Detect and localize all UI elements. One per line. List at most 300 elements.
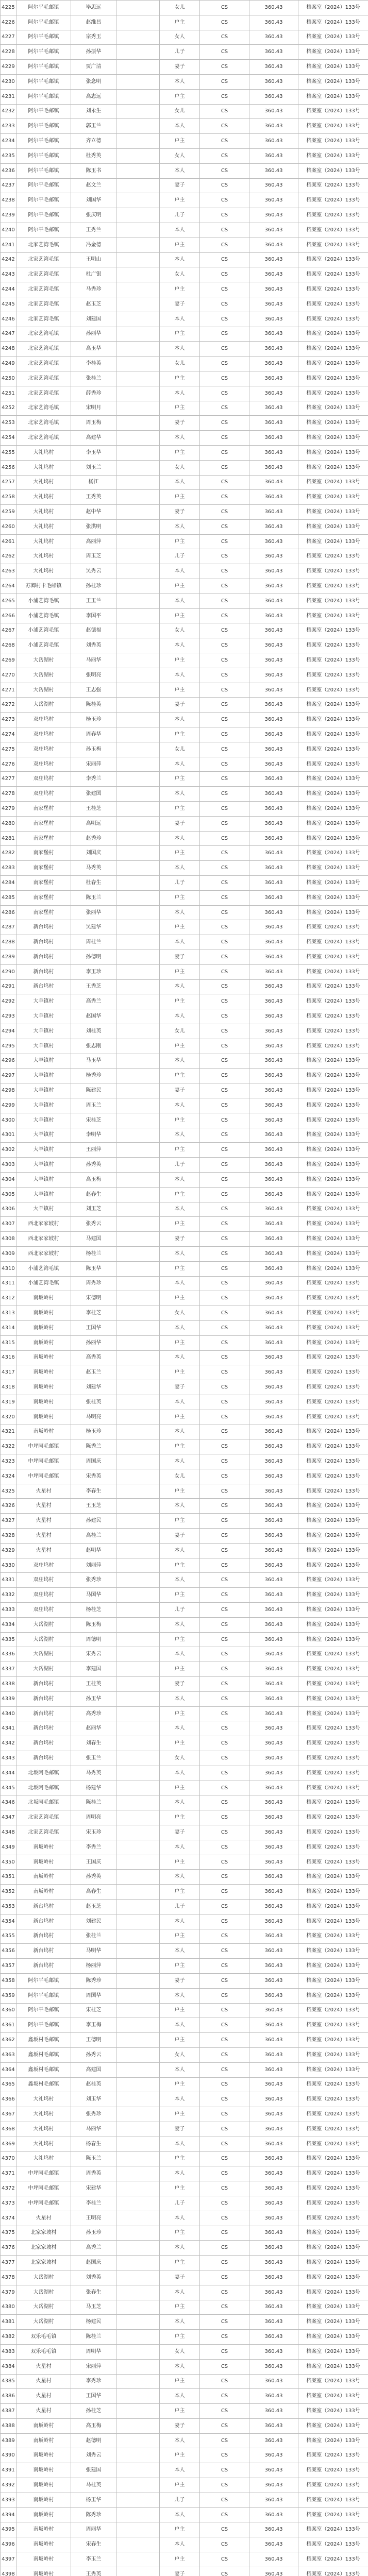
cell-relation: 女人 [160, 30, 200, 45]
cell-id: 4268 [1, 638, 16, 653]
cell-name: 陈玉梅 [71, 1617, 116, 1632]
cell-name: 陈桂兰 [71, 1795, 116, 1810]
cell-amount: 360.43 [249, 1736, 298, 1751]
cell-amount: 360.43 [249, 1454, 298, 1469]
cell-code: CS [200, 1276, 249, 1291]
cell-name: 杨桂兰 [71, 1246, 116, 1261]
cell-code: CS [200, 2270, 249, 2285]
cell-amount: 360.43 [249, 30, 298, 45]
cell-village: 小浦艺湾毛镇 [16, 1276, 71, 1291]
cell-village: 南坂岭村 [16, 1395, 71, 1410]
cell-doc: 档案室（2024）133号 [298, 193, 368, 208]
cell-code: CS [200, 119, 249, 134]
table-row [1, 1306, 368, 1321]
cell-hl [116, 178, 160, 193]
table-row [1, 1232, 368, 1247]
cell-relation: 本人 [160, 1795, 200, 1810]
cell-code: CS [200, 342, 249, 357]
cell-code: CS [200, 1202, 249, 1217]
cell-village: 北家艺湾毛镇 [16, 342, 71, 357]
cell-village: 北家艺湾毛镇 [16, 1810, 71, 1825]
cell-hl [116, 1172, 160, 1187]
cell-id: 4341 [1, 1721, 16, 1736]
cell-hl [116, 2270, 160, 2285]
cell-amount: 360.43 [249, 1929, 298, 1944]
table-row [1, 831, 368, 846]
cell-name: 周丽华 [71, 2522, 116, 2537]
cell-doc: 档案室（2024）133号 [298, 1647, 368, 1662]
cell-amount: 360.43 [249, 1795, 298, 1810]
cell-village: 大岳湖村 [16, 683, 71, 698]
cell-code: CS [200, 1647, 249, 1662]
table-row [1, 1499, 368, 1514]
cell-village: 阿尔平毛邮镇 [16, 119, 71, 134]
table-row [1, 1128, 368, 1143]
cell-amount: 360.43 [249, 1810, 298, 1825]
cell-relation: 本人 [160, 1098, 200, 1113]
cell-code: CS [200, 1335, 249, 1350]
cell-village: 北家家坡村 [16, 2241, 71, 2256]
cell-doc: 档案室（2024）133号 [298, 2315, 368, 2330]
cell-id: 4336 [1, 1647, 16, 1662]
cell-name: 杨桂芝 [71, 1603, 116, 1618]
cell-relation: 户主 [160, 994, 200, 1009]
cell-amount: 360.43 [249, 564, 298, 579]
cell-relation: 妻子 [160, 1677, 200, 1692]
table-row [1, 490, 368, 505]
cell-relation: 户主 [160, 2374, 200, 2389]
cell-id: 4231 [1, 89, 16, 104]
cell-village: 大岳湖村 [16, 1632, 71, 1647]
table-row [1, 401, 368, 416]
cell-id: 4274 [1, 727, 16, 742]
cell-name: 孙丽华 [71, 1335, 116, 1350]
cell-doc: 档案室（2024）133号 [298, 920, 368, 935]
cell-relation: 本人 [160, 342, 200, 357]
cell-name: 孙建民 [71, 1514, 116, 1529]
cell-name: 马明华 [71, 1944, 116, 1959]
cell-name: 马桂英 [71, 2478, 116, 2493]
table-row [1, 1840, 368, 1855]
table-row [1, 1944, 368, 1959]
cell-village: 大岳湖村 [16, 1617, 71, 1632]
cell-code: CS [200, 431, 249, 446]
cell-code: CS [200, 683, 249, 698]
cell-id: 4310 [1, 1261, 16, 1276]
cell-name: 刘玉芝 [71, 1202, 116, 1217]
cell-doc: 档案室（2024）133号 [298, 2374, 368, 2389]
table-row [1, 905, 368, 920]
cell-hl [116, 757, 160, 772]
cell-id: 4383 [1, 2344, 16, 2359]
cell-relation: 女儿 [160, 1024, 200, 1039]
cell-amount: 360.43 [249, 2359, 298, 2374]
table-row [1, 534, 368, 549]
table-row [1, 297, 368, 312]
cell-relation: 妻子 [160, 1083, 200, 1098]
cell-amount: 360.43 [249, 2241, 298, 2256]
cell-village: 大岳湖村 [16, 653, 71, 668]
cell-name: 王志强 [71, 683, 116, 698]
cell-doc: 档案室（2024）133号 [298, 1439, 368, 1454]
cell-id: 4235 [1, 148, 16, 163]
cell-doc: 档案室（2024）133号 [298, 1529, 368, 1544]
cell-doc: 档案室（2024）133号 [298, 1158, 368, 1173]
cell-id: 4253 [1, 416, 16, 431]
cell-id: 4295 [1, 1039, 16, 1054]
cell-hl [116, 1870, 160, 1885]
cell-amount: 360.43 [249, 1158, 298, 1173]
cell-hl [116, 890, 160, 905]
cell-amount: 360.43 [249, 1573, 298, 1588]
cell-village: 双庄坞村 [16, 713, 71, 727]
cell-amount: 360.43 [249, 1691, 298, 1706]
cell-amount: 360.43 [249, 1588, 298, 1603]
cell-amount: 360.43 [249, 802, 298, 817]
cell-name: 宋秀云 [71, 1647, 116, 1662]
cell-amount: 360.43 [249, 787, 298, 802]
cell-village: 南坂岭村 [16, 1320, 71, 1335]
cell-village: 阿尔平毛邮镇 [16, 74, 71, 89]
cell-hl [116, 579, 160, 594]
cell-amount: 360.43 [249, 727, 298, 742]
cell-id: 4364 [1, 2062, 16, 2077]
cell-hl [116, 713, 160, 727]
cell-id: 4337 [1, 1662, 16, 1677]
cell-code: CS [200, 2077, 249, 2092]
table-row [1, 1825, 368, 1840]
cell-doc: 档案室（2024）133号 [298, 1885, 368, 1900]
cell-code: CS [200, 371, 249, 386]
cell-code: CS [200, 1395, 249, 1410]
cell-id: 4304 [1, 1172, 16, 1187]
cell-name: 周玉梅 [71, 416, 116, 431]
cell-amount: 360.43 [249, 2137, 298, 2151]
cell-relation: 户主 [160, 2404, 200, 2419]
table-row [1, 2507, 368, 2522]
cell-amount: 360.43 [249, 2196, 298, 2211]
cell-code: CS [200, 1143, 249, 1158]
cell-hl [116, 534, 160, 549]
cell-doc: 档案室（2024）133号 [298, 1187, 368, 1202]
cell-relation: 本人 [160, 1499, 200, 1514]
cell-id: 4398 [1, 2567, 16, 2576]
cell-doc: 档案室（2024）133号 [298, 1795, 368, 1810]
cell-name: 宗秀玉 [71, 30, 116, 45]
cell-relation: 本人 [160, 1009, 200, 1024]
cell-id: 4365 [1, 2077, 16, 2092]
cell-id: 4319 [1, 1395, 16, 1410]
cell-code: CS [200, 445, 249, 460]
cell-id: 4269 [1, 653, 16, 668]
cell-code: CS [200, 2552, 249, 2567]
cell-name: 李玉珍 [71, 964, 116, 979]
table-row [1, 935, 368, 950]
cell-hl [116, 1543, 160, 1558]
cell-village: 双庄坞村 [16, 772, 71, 787]
table-row [1, 2478, 368, 2493]
cell-village: 南家堡村 [16, 846, 71, 861]
cell-hl [116, 2196, 160, 2211]
cell-village: 双乐毛毛镇 [16, 2344, 71, 2359]
cell-relation: 户主 [160, 371, 200, 386]
cell-name: 李明华 [71, 1128, 116, 1143]
cell-name: 王秀芝 [71, 979, 116, 994]
cell-amount: 360.43 [249, 1543, 298, 1558]
cell-doc: 档案室（2024）133号 [298, 1484, 368, 1499]
cell-id: 4265 [1, 594, 16, 608]
cell-amount: 360.43 [249, 2522, 298, 2537]
cell-relation: 本人 [160, 2537, 200, 2552]
cell-amount: 360.43 [249, 134, 298, 149]
cell-code: CS [200, 1320, 249, 1335]
table-row [1, 1350, 368, 1365]
cell-code: CS [200, 1024, 249, 1039]
cell-amount: 360.43 [249, 1973, 298, 1988]
cell-relation: 女人 [160, 460, 200, 475]
cell-code: CS [200, 519, 249, 534]
cell-doc: 档案室（2024）133号 [298, 445, 368, 460]
cell-code: CS [200, 1217, 249, 1232]
cell-doc: 档案室（2024）133号 [298, 2181, 368, 2196]
table-row [1, 1395, 368, 1410]
table-row [1, 2211, 368, 2226]
cell-id: 4389 [1, 2433, 16, 2448]
cell-hl [116, 2374, 160, 2389]
cell-code: CS [200, 579, 249, 594]
cell-code: CS [200, 1158, 249, 1173]
cell-doc: 档案室（2024）133号 [298, 1143, 368, 1158]
cell-village: 大羊镇村 [16, 1128, 71, 1143]
cell-relation: 户主 [160, 2552, 200, 2567]
cell-id: 4332 [1, 1588, 16, 1603]
cell-village: 阿尔平毛邮镇 [16, 104, 71, 119]
cell-village: 大礼坞村 [16, 2122, 71, 2137]
cell-name: 刘国华 [71, 193, 116, 208]
table-row [1, 2344, 368, 2359]
cell-amount: 360.43 [249, 460, 298, 475]
cell-amount: 360.43 [249, 519, 298, 534]
table-row [1, 2166, 368, 2181]
cell-hl [116, 1335, 160, 1350]
table-row [1, 1320, 368, 1335]
cell-amount: 360.43 [249, 1410, 298, 1425]
table-row [1, 1751, 368, 1766]
table-row [1, 1335, 368, 1350]
cell-id: 4348 [1, 1825, 16, 1840]
cell-hl [116, 1736, 160, 1751]
table-row [1, 1988, 368, 2003]
cell-name: 杨建华 [71, 1781, 116, 1795]
cell-id: 4344 [1, 1766, 16, 1781]
cell-village: 北坂阿毛邮镇 [16, 1781, 71, 1795]
cell-hl [116, 623, 160, 638]
cell-hl [116, 1113, 160, 1128]
cell-hl [116, 238, 160, 252]
cell-doc: 档案室（2024）133号 [298, 342, 368, 357]
cell-id: 4317 [1, 1365, 16, 1380]
cell-village: 大羊镇村 [16, 1083, 71, 1098]
cell-amount: 360.43 [249, 2211, 298, 2226]
cell-village: 南坂岭村 [16, 1291, 71, 1306]
cell-id: 4256 [1, 460, 16, 475]
cell-doc: 档案室（2024）133号 [298, 2285, 368, 2300]
cell-village: 双庄坞村 [16, 742, 71, 757]
cell-relation: 本人 [160, 2463, 200, 2478]
cell-name: 刘玉兰 [71, 460, 116, 475]
cell-name: 王丽萍 [71, 1143, 116, 1158]
cell-hl [116, 371, 160, 386]
cell-relation: 本人 [160, 1395, 200, 1410]
cell-village: 南坂岭村 [16, 2463, 71, 2478]
cell-name: 张建国 [71, 2463, 116, 2478]
cell-relation: 本人 [160, 1128, 200, 1143]
cell-village: 南坂岭村 [16, 1425, 71, 1439]
cell-code: CS [200, 1380, 249, 1395]
cell-name: 刘玉华 [71, 2092, 116, 2107]
cell-amount: 360.43 [249, 1484, 298, 1499]
cell-code: CS [200, 327, 249, 342]
cell-relation: 本人 [160, 2018, 200, 2033]
cell-name: 冯金德 [71, 238, 116, 252]
cell-relation: 户主 [160, 2151, 200, 2166]
cell-name: 刘建民 [71, 1914, 116, 1929]
cell-hl [116, 2359, 160, 2374]
cell-village: 大羊镇村 [16, 1054, 71, 1069]
cell-doc: 档案室（2024）133号 [298, 1588, 368, 1603]
cell-amount: 360.43 [249, 1706, 298, 1721]
cell-id: 4261 [1, 534, 16, 549]
table-row [1, 163, 368, 178]
table-row [1, 2463, 368, 2478]
cell-code: CS [200, 1306, 249, 1321]
cell-village: 火星村 [16, 2359, 71, 2374]
cell-doc: 档案室（2024）133号 [298, 1929, 368, 1944]
cell-name: 周桂兰 [71, 935, 116, 950]
cell-village: 大羊镇村 [16, 1069, 71, 1083]
table-row [1, 1202, 368, 1217]
cell-code: CS [200, 2256, 249, 2270]
cell-amount: 360.43 [249, 2507, 298, 2522]
cell-amount: 360.43 [249, 2463, 298, 2478]
table-row [1, 2047, 368, 2062]
cell-code: CS [200, 2359, 249, 2374]
cell-doc: 档案室（2024）133号 [298, 564, 368, 579]
cell-hl [116, 1128, 160, 1143]
cell-amount: 360.43 [249, 431, 298, 446]
table-row [1, 1276, 368, 1291]
cell-id: 4267 [1, 623, 16, 638]
table-row [1, 2122, 368, 2137]
cell-relation: 儿子 [160, 549, 200, 564]
cell-amount: 360.43 [249, 2003, 298, 2018]
cell-hl [116, 134, 160, 149]
cell-doc: 档案室（2024）133号 [298, 134, 368, 149]
cell-doc: 档案室（2024）133号 [298, 386, 368, 401]
cell-relation: 户主 [160, 1335, 200, 1350]
cell-name: 宋明月 [71, 401, 116, 416]
cell-code: CS [200, 357, 249, 371]
cell-amount: 360.43 [249, 1825, 298, 1840]
table-row [1, 1469, 368, 1484]
cell-doc: 档案室（2024）133号 [298, 1514, 368, 1529]
cell-amount: 360.43 [249, 1988, 298, 2003]
cell-doc: 档案室（2024）133号 [298, 2226, 368, 2241]
cell-relation: 妻子 [160, 1529, 200, 1544]
table-row [1, 2151, 368, 2166]
cell-relation: 女儿 [160, 1, 200, 15]
cell-code: CS [200, 193, 249, 208]
cell-code: CS [200, 757, 249, 772]
cell-id: 4320 [1, 1410, 16, 1425]
cell-id: 4366 [1, 2092, 16, 2107]
table-row [1, 2537, 368, 2552]
cell-name: 李秀兰 [71, 1840, 116, 1855]
cell-doc: 档案室（2024）133号 [298, 579, 368, 594]
cell-village: 阿尔平毛邮镇 [16, 45, 71, 60]
cell-id: 4225 [1, 1, 16, 15]
cell-code: CS [200, 1054, 249, 1069]
table-row [1, 1573, 368, 1588]
cell-relation: 妻子 [160, 178, 200, 193]
cell-village: 火星村 [16, 1484, 71, 1499]
cell-id: 4393 [1, 2493, 16, 2507]
cell-relation: 户主 [160, 1959, 200, 1974]
cell-name: 高秀兰 [71, 994, 116, 1009]
cell-id: 4314 [1, 1320, 16, 1335]
cell-id: 4360 [1, 2003, 16, 2018]
cell-doc: 档案室（2024）133号 [298, 416, 368, 431]
cell-id: 4384 [1, 2359, 16, 2374]
cell-relation: 女人 [160, 267, 200, 282]
cell-hl [116, 15, 160, 30]
cell-relation: 户主 [160, 683, 200, 698]
cell-name: 孙秀云 [71, 2047, 116, 2062]
table-row [1, 282, 368, 297]
cell-village: 南坂岭村 [16, 1365, 71, 1380]
cell-relation: 女儿 [160, 357, 200, 371]
cell-code: CS [200, 890, 249, 905]
cell-amount: 360.43 [249, 816, 298, 831]
cell-code: CS [200, 1721, 249, 1736]
cell-relation: 本人 [160, 2359, 200, 2374]
cell-code: CS [200, 1439, 249, 1454]
cell-doc: 档案室（2024）133号 [298, 1691, 368, 1706]
cell-relation: 户主 [160, 134, 200, 149]
cell-village: 鑫坂村毛邮镇 [16, 2077, 71, 2092]
cell-id: 4248 [1, 342, 16, 357]
cell-name: 赵丽华 [71, 1721, 116, 1736]
cell-relation: 户主 [160, 2478, 200, 2493]
cell-code: CS [200, 1039, 249, 1054]
cell-amount: 360.43 [249, 1959, 298, 1974]
cell-amount: 360.43 [249, 2092, 298, 2107]
table-row [1, 1973, 368, 1988]
table-row [1, 2062, 368, 2077]
cell-hl [116, 2507, 160, 2522]
table-row [1, 104, 368, 119]
cell-id: 4397 [1, 2552, 16, 2567]
cell-code: CS [200, 594, 249, 608]
cell-name: 马秀珍 [71, 282, 116, 297]
cell-doc: 档案室（2024）133号 [298, 401, 368, 416]
cell-village: 火星村 [16, 2404, 71, 2419]
cell-amount: 360.43 [249, 193, 298, 208]
cell-amount: 360.43 [249, 772, 298, 787]
cell-name: 张丽华 [71, 905, 116, 920]
cell-name: 周秀英 [71, 2166, 116, 2181]
cell-code: CS [200, 1499, 249, 1514]
